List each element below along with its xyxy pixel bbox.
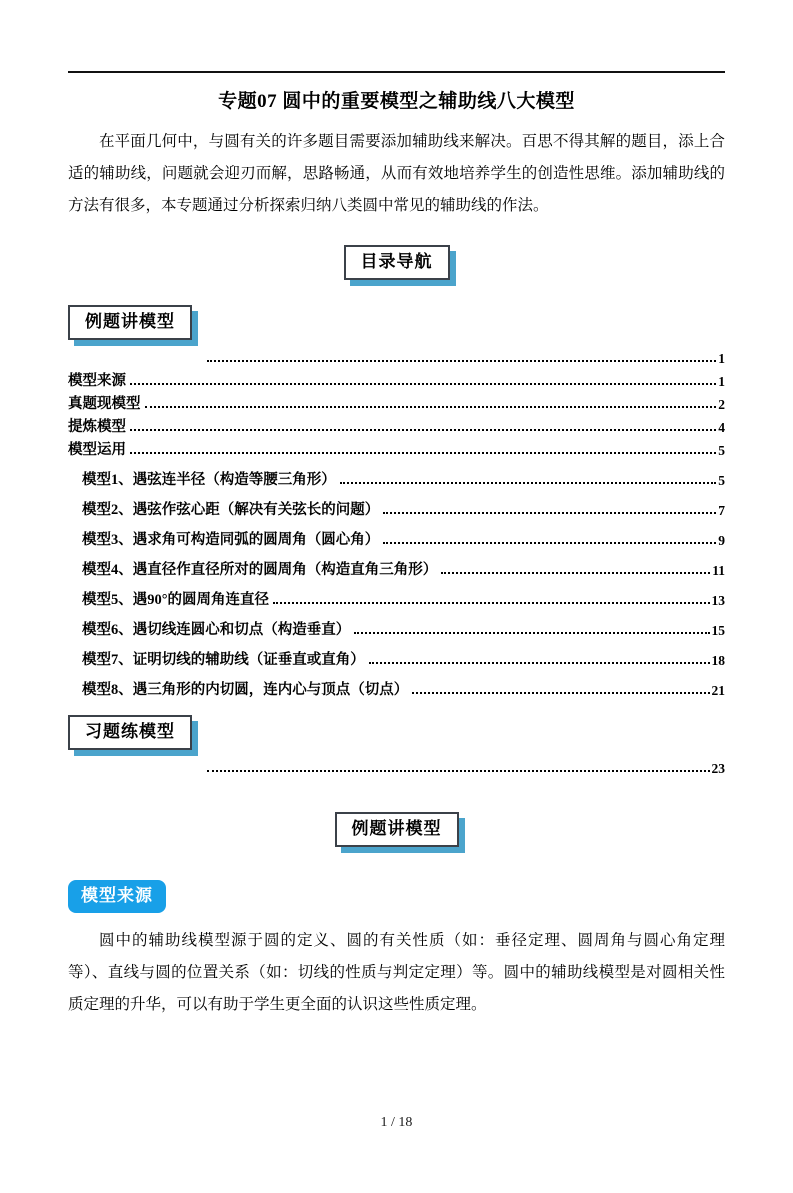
dotted-leader [207,347,716,362]
toc-entry[interactable] [68,393,725,416]
toc-page-number: 9 [718,533,725,548]
toc-entry-label: 模型5、遇90°的圆周角连直径 [82,592,270,608]
subsection-heading-pill: 模型来源 [68,880,166,913]
body-paragraph: 圆中的辅助线模型源于圆的定义、圆的有关性质（如：垂径定理、圆周角与圆心角定理等）、直线与圆的位置关系（如：切线的性质与判定定理）等。圆中的辅助线模型是对圆相关性质定理的升华，可以有助于学生更全面的认识这些性质定理。 [68,932,725,1013]
toc-model-entry[interactable] [82,469,725,492]
toc-model-entry[interactable] [82,679,725,702]
toc-model-entry[interactable] [82,529,725,552]
toc-section-badge-exercises[interactable]: 习题练模型 [68,715,192,750]
toc-entry[interactable] [68,370,725,393]
dotted-leader [130,370,716,385]
toc-page-number: 15 [711,623,725,638]
toc-entry-label: 模型3、遇求角可构造同弧的圆周角（圆心角） [82,532,380,548]
toc-entry-label: 模型6、遇切线连圆心和切点（构造垂直） [82,622,351,638]
toc-entry[interactable] [68,439,725,462]
toc-entry-label: 模型4、遇直径作直径所对的圆周角（构造直角三角形） [82,562,438,578]
toc-page-number: 2 [718,397,725,412]
toc-model-entry[interactable] [82,619,725,642]
toc-entry-label: 模型运用 [68,442,126,458]
toc-page-number: 1 [718,351,725,366]
dotted-leader [383,499,716,514]
dotted-leader [383,529,716,544]
toc-entry-label: 模型7、证明切线的辅助线（证垂直或直角） [82,652,365,668]
toc-model-entry[interactable] [82,499,725,522]
toc-entry-label: 模型1、遇弦连半径（构造等腰三角形） [82,472,336,488]
toc-page-number: 23 [711,761,725,776]
toc-section1-badge-row [68,305,725,340]
toc-section2-badge-row [68,715,725,750]
toc-page-number: 21 [711,683,725,698]
dotted-leader [369,649,710,664]
toc-entry-section2[interactable] [203,757,725,780]
toc-model-entry[interactable] [82,559,725,582]
toc-entry-label: 提炼模型 [68,419,126,435]
dotted-leader [354,619,709,634]
toc-entry[interactable] [68,416,725,439]
toc-page-number: 18 [711,653,725,668]
toc-model-entry[interactable] [82,589,725,612]
dotted-leader [340,469,717,484]
toc-entry-label: 模型2、遇弦作弦心距（解决有关弦长的问题） [82,502,380,518]
toc-page-number: 5 [718,473,725,488]
intro-paragraph: 在平面几何中，与圆有关的许多题目需要添加辅助线来解决。百思不得其解的题目，添上合适的辅助线，问题就会迎刃而解，思路畅通，从而有效地培养学生的创造性思维。添加辅助线的方法有很多，本专题通过分析探索归纳八类圆中常见的辅助线的作法。 [68,133,725,214]
toc-section-badge-examples[interactable]: 例题讲模型 [68,305,192,340]
section-heading-badge: 例题讲模型 [335,812,459,847]
toc-page-number: 13 [711,593,725,608]
toc-entry-label: 模型8、遇三角形的内切圆，连内心与顶点（切点） [82,682,409,698]
toc-level1-entries [68,370,725,462]
toc-nav-badge-wrap [68,245,725,280]
toc-nav-badge: 目录导航 [344,245,450,280]
dotted-leader [273,589,709,604]
dotted-leader [412,679,709,694]
toc-entry-section1[interactable] [203,347,725,370]
toc-model-entries [68,469,725,702]
table-of-contents [68,305,725,780]
dotted-leader [130,439,716,454]
toc-entry-label: 真题现模型 [68,396,141,412]
toc-entry-label: 模型来源 [68,373,126,389]
toc-page-number: 1 [718,374,725,389]
section-heading-wrap [68,812,725,847]
dotted-leader [441,559,710,574]
header-rule [68,71,725,73]
toc-page-number: 11 [712,563,725,578]
toc-page-number: 7 [718,503,725,518]
document-page [0,71,793,1021]
page-title: 专题07 圆中的重要模型之辅助线八大模型 [218,91,575,112]
subsection-heading-wrap [68,880,725,913]
page-number-footer: 1 / 18 [380,1115,413,1130]
dotted-leader [130,416,716,431]
toc-page-number: 5 [718,443,725,458]
dotted-leader [207,757,710,772]
toc-model-entry[interactable] [82,649,725,672]
toc-page-number: 4 [718,420,725,435]
dotted-leader [145,393,717,408]
